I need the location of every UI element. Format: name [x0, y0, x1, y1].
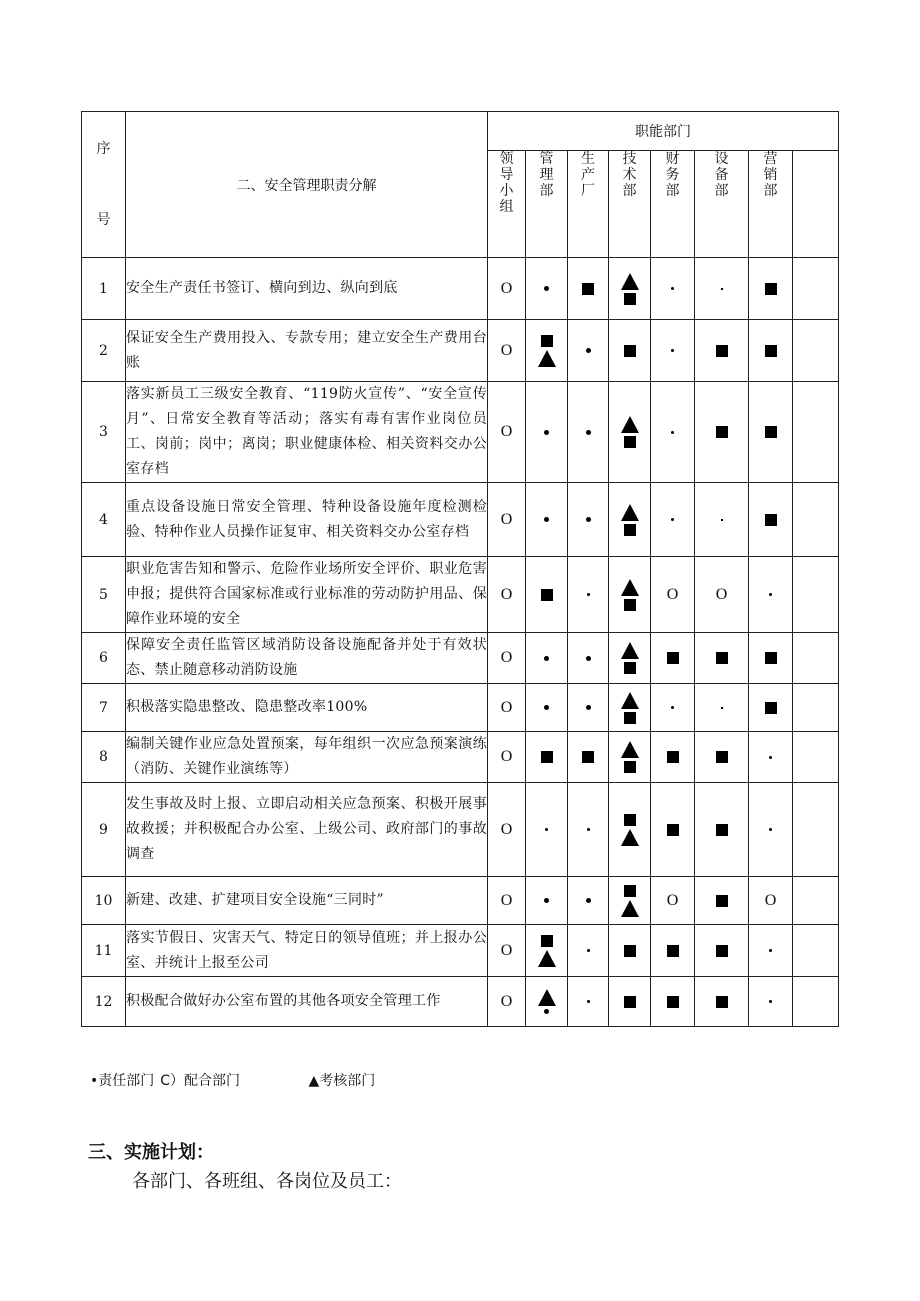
mark-cell — [568, 382, 609, 483]
mark-square-icon — [624, 996, 636, 1008]
mark-circle-o: O — [500, 992, 513, 1010]
department-header — [488, 151, 526, 258]
mark-cell — [793, 732, 839, 783]
mark-dot-icon — [721, 519, 723, 521]
mark-cell — [609, 258, 651, 320]
mark-dot-icon — [586, 705, 591, 710]
mark-square-icon — [667, 945, 679, 957]
mark-cell — [568, 732, 609, 783]
mark-dot-icon — [586, 517, 591, 522]
mark-cell — [609, 382, 651, 483]
legend — [90, 1070, 381, 1090]
mark-dot-icon — [586, 656, 591, 661]
legend-assess: ▲考核部门 — [308, 1073, 376, 1089]
mark-cell — [568, 557, 609, 633]
mark-circle-o: O — [500, 649, 513, 666]
table-row — [82, 877, 839, 925]
mark-circle-o: O — [500, 748, 513, 765]
row-number: 5 — [82, 557, 126, 633]
mark-cell — [609, 977, 651, 1027]
mark-cell — [609, 877, 651, 925]
mark-circle-o: O — [500, 341, 513, 359]
table-row — [82, 732, 839, 783]
mark-cell — [695, 382, 749, 483]
mark-square-icon — [582, 751, 594, 763]
department-header-char: 生 — [581, 151, 595, 167]
title-header: 二、安全管理职责分解 — [126, 112, 488, 258]
department-header-char: 销 — [763, 167, 778, 183]
mark-square-icon — [716, 824, 728, 836]
mark-cell — [526, 877, 568, 925]
mark-cell — [651, 557, 695, 633]
mark-dot-icon — [544, 430, 549, 435]
department-header-char: 导 — [499, 167, 514, 183]
department-header — [526, 151, 568, 258]
mark-cell — [488, 633, 526, 684]
mark-square-icon — [667, 996, 679, 1008]
mark-cell — [526, 633, 568, 684]
mark-cell — [651, 483, 695, 557]
mark-square-icon — [765, 514, 777, 526]
department-header-char: 部 — [622, 183, 637, 199]
mark-circle-o: O — [500, 820, 513, 838]
mark-circle-o: O — [764, 891, 777, 909]
row-task: 重点设备设施日常安全管理、特种设备设施年度检测检验、特种作业人员操作证复审、相关资料交办公室存档 — [126, 483, 488, 557]
department-header-char: 部 — [763, 183, 778, 199]
mark-dot-icon — [544, 898, 549, 903]
mark-square-icon — [667, 751, 679, 763]
mark-cell — [526, 684, 568, 732]
mark-cell — [651, 977, 695, 1027]
table-row — [82, 925, 839, 977]
table-row — [82, 557, 839, 633]
mark-cell — [609, 684, 651, 732]
mark-cell — [695, 483, 749, 557]
mark-cell — [526, 977, 568, 1027]
mark-dot-icon — [721, 707, 723, 709]
seq-header: 序 号 — [82, 112, 126, 258]
mark-cell — [749, 977, 793, 1027]
mark-cell — [568, 877, 609, 925]
mark-cell — [651, 320, 695, 382]
department-header — [651, 151, 695, 258]
mark-cell — [749, 557, 793, 633]
mark-cell — [695, 258, 749, 320]
row-task: 新建、改建、扩建项目安全设施“三同时” — [126, 877, 488, 925]
mark-cell — [488, 783, 526, 877]
section-heading: 三、实施计划： — [88, 1142, 214, 1163]
mark-cell — [568, 258, 609, 320]
mark-dot-icon — [544, 656, 549, 661]
mark-cell — [793, 557, 839, 633]
mark-cell — [526, 483, 568, 557]
mark-square-icon — [667, 824, 679, 836]
table-row — [82, 783, 839, 877]
row-number: 2 — [82, 320, 126, 382]
department-header — [695, 151, 749, 258]
mark-square-icon — [765, 283, 777, 295]
row-task: 职业危害告知和警示、危险作业场所安全评价、职业危害申报；提供符合国家标准或行业标准的劳动防护用品、保障作业环境的安全 — [126, 557, 488, 633]
mark-triangle-icon — [621, 579, 639, 596]
mark-cell — [651, 783, 695, 877]
section-paragraph: 各部门、各班组、各岗位及员工： — [132, 1171, 402, 1192]
department-header-char: 部 — [665, 183, 680, 199]
mark-circle-o: O — [500, 510, 513, 528]
header-row-top — [82, 112, 839, 151]
mark-cell — [568, 633, 609, 684]
mark-cell — [488, 320, 526, 382]
mark-square-icon — [716, 652, 728, 664]
mark-dot-icon — [544, 705, 549, 710]
row-task: 发生事故及时上报、立即启动相关应急预案、积极开展事故救援；并积极配合办公室、上级公司、政府部门的事故调查 — [126, 783, 488, 877]
mark-cell — [793, 925, 839, 977]
mark-cell — [488, 382, 526, 483]
mark-cell — [526, 732, 568, 783]
mark-dot-icon — [671, 706, 674, 709]
mark-square-icon — [765, 426, 777, 438]
mark-cell — [793, 382, 839, 483]
department-header-char: 营 — [763, 151, 778, 167]
mark-cell — [488, 483, 526, 557]
mark-cell — [793, 633, 839, 684]
mark-cell — [488, 925, 526, 977]
mark-square-icon — [624, 885, 636, 897]
mark-cell — [609, 732, 651, 783]
mark-dot-icon — [587, 828, 590, 831]
responsibility-table — [81, 111, 839, 1027]
row-task: 落实节假日、灾害天气、特定日的领导值班；并上报办公室、并统计上报至公司 — [126, 925, 488, 977]
mark-cell — [749, 320, 793, 382]
mark-square-icon — [624, 436, 636, 448]
legend-responsible: •责任部门 — [90, 1073, 155, 1089]
department-header — [749, 151, 793, 258]
mark-cell — [568, 977, 609, 1027]
mark-cell — [793, 783, 839, 877]
department-header-char: 设 — [714, 151, 729, 167]
mark-square-icon — [541, 751, 553, 763]
mark-cell — [749, 633, 793, 684]
mark-cell — [651, 877, 695, 925]
row-number: 10 — [82, 877, 126, 925]
mark-cell — [609, 925, 651, 977]
mark-dot-icon — [587, 949, 590, 952]
mark-dot-icon — [671, 518, 674, 521]
mark-cell — [793, 877, 839, 925]
mark-cell — [488, 684, 526, 732]
table-row — [82, 258, 839, 320]
row-task: 积极落实隐患整改、隐患整改率100% — [126, 684, 488, 732]
row-number: 7 — [82, 684, 126, 732]
mark-square-icon — [765, 345, 777, 357]
mark-square-icon — [624, 662, 636, 674]
department-header-char: 术 — [622, 167, 637, 183]
mark-square-icon — [541, 935, 553, 947]
row-task: 保证安全生产费用投入、专款专用；建立安全生产费用台账 — [126, 320, 488, 382]
mark-cell — [488, 977, 526, 1027]
mark-cell — [749, 877, 793, 925]
mark-cell — [651, 633, 695, 684]
mark-cell — [651, 732, 695, 783]
mark-triangle-icon — [538, 350, 556, 367]
mark-square-icon — [716, 996, 728, 1008]
mark-circle-o: O — [500, 423, 513, 440]
mark-cell — [749, 684, 793, 732]
mark-dot-icon — [544, 517, 549, 522]
mark-cell — [526, 382, 568, 483]
mark-dot-icon — [586, 898, 591, 903]
mark-cell — [526, 557, 568, 633]
mark-cell — [609, 557, 651, 633]
mark-triangle-icon — [538, 950, 556, 967]
mark-square-icon — [624, 524, 636, 536]
mark-triangle-icon — [621, 642, 639, 659]
mark-cell — [568, 925, 609, 977]
mark-dot-icon — [671, 349, 674, 352]
mark-triangle-icon — [621, 692, 639, 709]
mark-square-icon — [765, 702, 777, 714]
mark-square-icon — [624, 814, 636, 826]
mark-dot-icon — [671, 287, 674, 290]
mark-square-icon — [716, 945, 728, 957]
mark-cell — [609, 783, 651, 877]
row-number: 11 — [82, 925, 126, 977]
mark-triangle-icon — [621, 900, 639, 917]
mark-square-icon — [624, 712, 636, 724]
row-task: 编制关键作业应急处置预案，每年组织一次应急预案演练（消防、关键作业演练等） — [126, 732, 488, 783]
mark-cell — [695, 783, 749, 877]
mark-circle-o: O — [500, 698, 513, 716]
mark-dot-icon — [544, 1009, 549, 1014]
mark-dot-icon — [769, 593, 772, 596]
mark-triangle-icon — [538, 989, 556, 1006]
mark-cell — [695, 977, 749, 1027]
mark-cell — [651, 925, 695, 977]
mark-circle-o: O — [500, 941, 513, 959]
mark-square-icon — [624, 599, 636, 611]
department-header — [793, 151, 839, 258]
department-header — [609, 151, 651, 258]
mark-square-icon — [667, 652, 679, 664]
department-group-header: 职能部门 — [488, 112, 839, 151]
mark-cell — [526, 925, 568, 977]
mark-cell — [526, 258, 568, 320]
mark-dot-icon — [586, 430, 591, 435]
mark-cell — [609, 320, 651, 382]
table-row — [82, 977, 839, 1027]
mark-dot-icon — [587, 593, 590, 596]
department-header-char: 领 — [499, 151, 514, 167]
mark-square-icon — [541, 335, 553, 347]
mark-cell — [749, 483, 793, 557]
mark-square-icon — [716, 426, 728, 438]
row-task: 落实新员工三级安全教育、“119防火宣传”、“安全宣传月”、日常安全教育等活动；落实有毒有害作业岗位员工、岗前；岗中；离岗；职业健康体检、相关资料交办公室存档 — [126, 382, 488, 483]
mark-cell — [695, 684, 749, 732]
mark-dot-icon — [586, 348, 591, 353]
row-number: 4 — [82, 483, 126, 557]
mark-cell — [651, 684, 695, 732]
mark-cell — [488, 557, 526, 633]
mark-square-icon — [624, 293, 636, 305]
department-header-char: 部 — [539, 183, 554, 199]
mark-square-icon — [624, 345, 636, 357]
mark-dot-icon — [671, 431, 674, 434]
mark-square-icon — [541, 589, 553, 601]
row-task: 安全生产责任书签订、横向到边、纵向到底 — [126, 258, 488, 320]
mark-circle-o: O — [500, 279, 513, 297]
mark-triangle-icon — [621, 829, 639, 846]
row-number: 9 — [82, 783, 126, 877]
mark-dot-icon — [769, 949, 772, 952]
mark-dot-icon — [587, 1000, 590, 1003]
mark-cell — [488, 258, 526, 320]
department-header-char: 财 — [665, 151, 680, 167]
mark-dot-icon — [769, 756, 772, 759]
department-header-char: 管 — [539, 151, 554, 167]
mark-cell — [488, 877, 526, 925]
row-number: 6 — [82, 633, 126, 684]
mark-cell — [695, 732, 749, 783]
mark-square-icon — [716, 751, 728, 763]
mark-square-icon — [582, 283, 594, 295]
department-header-char: 务 — [665, 167, 680, 183]
mark-circle-o: O — [666, 585, 679, 603]
mark-cell — [793, 684, 839, 732]
table-row — [82, 320, 839, 382]
department-header-char: 小 — [499, 183, 514, 199]
table-row — [82, 633, 839, 684]
mark-dot-icon — [769, 828, 772, 831]
row-number: 3 — [82, 382, 126, 483]
mark-cell — [609, 633, 651, 684]
mark-circle-o: O — [666, 891, 679, 909]
mark-square-icon — [624, 945, 636, 957]
row-task: 保障安全责任监管区域消防设备设施配备并处于有效状态、禁止随意移动消防设施 — [126, 633, 488, 684]
mark-triangle-icon — [621, 416, 639, 433]
table-row — [82, 684, 839, 732]
mark-dot-icon — [544, 286, 549, 291]
mark-cell — [695, 320, 749, 382]
table-row — [82, 382, 839, 483]
mark-cell — [749, 258, 793, 320]
mark-cell — [793, 258, 839, 320]
mark-cell — [749, 925, 793, 977]
mark-cell — [651, 382, 695, 483]
mark-cell — [695, 633, 749, 684]
mark-dot-icon — [721, 288, 723, 290]
mark-cell — [695, 877, 749, 925]
legend-cooperate: C）配合部门 — [160, 1073, 241, 1089]
table-row — [82, 483, 839, 557]
mark-circle-o: O — [715, 585, 728, 603]
department-header-char: 备 — [714, 167, 729, 183]
mark-square-icon — [716, 345, 728, 357]
mark-cell — [793, 320, 839, 382]
mark-cell — [568, 684, 609, 732]
mark-circle-o: O — [500, 891, 513, 909]
row-number: 1 — [82, 258, 126, 320]
department-header-char: 部 — [714, 183, 729, 199]
mark-cell — [488, 732, 526, 783]
mark-cell — [651, 258, 695, 320]
department-header-char: 厂 — [581, 183, 595, 199]
mark-cell — [793, 977, 839, 1027]
department-header-char: 产 — [581, 167, 595, 183]
mark-cell — [793, 483, 839, 557]
department-header — [568, 151, 609, 258]
mark-cell — [749, 783, 793, 877]
mark-triangle-icon — [621, 741, 639, 758]
mark-dot-icon — [545, 828, 548, 831]
mark-cell — [526, 783, 568, 877]
mark-cell — [568, 783, 609, 877]
mark-triangle-icon — [621, 273, 639, 290]
mark-cell — [568, 483, 609, 557]
mark-cell — [695, 557, 749, 633]
mark-circle-o: O — [500, 585, 513, 603]
mark-cell — [526, 320, 568, 382]
row-number: 12 — [82, 977, 126, 1027]
department-header-char: 技 — [622, 151, 637, 167]
department-header-char: 组 — [499, 199, 514, 215]
mark-cell — [568, 320, 609, 382]
row-number: 8 — [82, 732, 126, 783]
mark-cell — [749, 382, 793, 483]
mark-dot-icon — [769, 1000, 772, 1003]
mark-square-icon — [624, 761, 636, 773]
mark-square-icon — [765, 652, 777, 664]
department-header-char: 理 — [539, 167, 554, 183]
mark-square-icon — [716, 895, 728, 907]
mark-cell — [749, 732, 793, 783]
row-task: 积极配合做好办公室布置的其他各项安全管理工作 — [126, 977, 488, 1027]
mark-cell — [695, 925, 749, 977]
mark-triangle-icon — [621, 504, 639, 521]
mark-cell — [609, 483, 651, 557]
